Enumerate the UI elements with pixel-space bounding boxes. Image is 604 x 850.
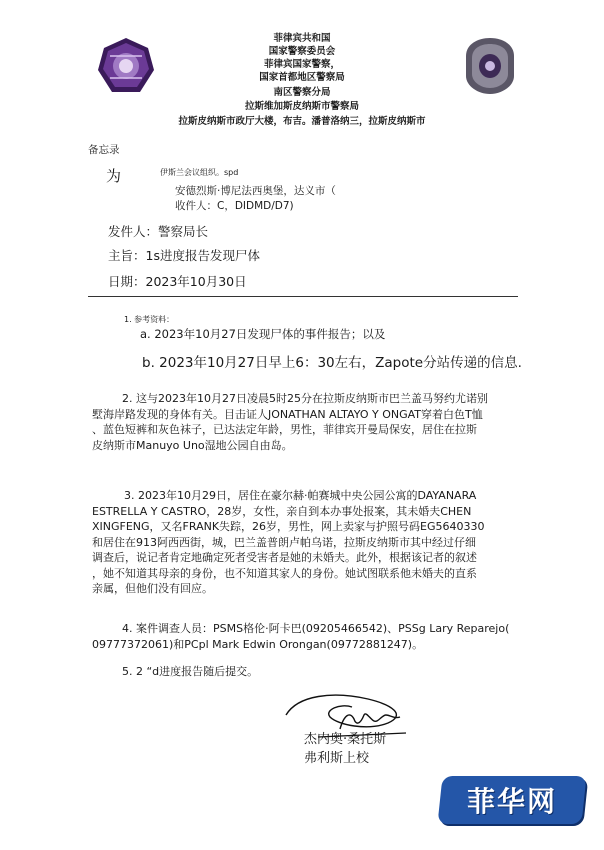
header-commission: 国家警察委员会 — [268, 46, 336, 57]
p2-line: 、蓝色短裤和灰色袜子，已达法定年龄，男性，菲律宾开曼局保安，居住在拉斯 — [92, 423, 477, 436]
header-ncrpo: 国家首都地区警察局 — [259, 72, 345, 83]
memo-subject: 主旨：1s进度报告发现尸体 — [108, 248, 260, 263]
p3-line: 调查后，说记者肯定地确定死者受害者是她的未婚夫。此外，根据该记者的叙述 — [92, 551, 477, 564]
p4-line: 09777372061)和PCpl Mark Edwin Orongan(09772881247)。 — [92, 637, 424, 651]
header-pnp: 菲律宾国家警察， — [263, 59, 340, 70]
ref-label: 1. 参考资料： — [124, 315, 175, 324]
p3-line: ESTRELLA Y CASTRO，28岁，女性，亲自到本办事处报案，其未婚夫CHEN — [92, 504, 472, 518]
paragraph-5: 5. 2 “d进度报告随后提交。 — [122, 665, 259, 678]
paragraph-3 — [124, 488, 524, 504]
p3-line: ，她不知道其母亲的身份，也不知道其家人的身份。她试图联系他未婚夫的直系 — [92, 566, 477, 580]
paragraph-2-cont — [92, 407, 522, 454]
memo-to-line-2: 安德烈斯·博尼法西奥堡，达义市（ — [175, 185, 336, 197]
memo-from: 发件人：警察局长 — [108, 224, 209, 239]
p2-line: 2. 这与2023年10月27日凌晨5时25分在拉斯皮纳斯市巴兰盖马努约尤诺别 — [122, 392, 488, 405]
p4-line: 4. 案件调查人员：PSMS格伦·阿卡巴(09205466542)、PSSg Lary Reparejo( — [122, 622, 510, 635]
p3-line: 和居住在913阿西西街，城，巴兰盖普朗卢帕乌诺，拉斯皮纳斯市其中经过仔细 — [92, 535, 476, 549]
p3-line: XINGFENG，又名FRANK失踪，26岁，男性，网上卖家与护照号码EG5640330 — [92, 520, 485, 533]
site-watermark-logo — [432, 770, 592, 830]
header-station: 拉斯维加斯皮纳斯市警察局 — [244, 101, 359, 112]
p2-line: 皮纳斯市Manuyo Uno湿地公园自由岛。 — [92, 438, 293, 452]
memo-to-line-3: 收件人：C，DIDMD/D7) — [175, 200, 294, 212]
ref-a: a. 2023年10月27日发现尸体的事件报告；以及 — [140, 327, 386, 341]
ref-b: b. 2023年10月27日早上6：30左右，Zapote分站传递的信息. — [142, 355, 522, 371]
watermark-text: 菲华网 — [466, 785, 557, 818]
p2-line: 墅海岸路发现的身体有关。目击证人JONATHAN ALTAYO Y ONGAT穿着白色T恤 — [92, 407, 483, 421]
signatory-title: 弗利斯上校 — [304, 751, 370, 766]
header-spd: 南区警察分局 — [273, 87, 331, 98]
memo-date: 日期：2023年10月30日 — [108, 274, 247, 289]
header-country: 菲律宾共和国 — [273, 33, 331, 44]
paragraph-4 — [122, 621, 522, 637]
header-address: 拉斯皮纳斯市政厅大楼，布吉。潘普洛纳三，拉斯皮纳斯市 — [178, 116, 426, 127]
memo-to-label: 为 — [106, 167, 122, 185]
divider — [88, 296, 518, 297]
paragraph-4-cont — [92, 637, 522, 653]
p3-line: 3. 2023年10月29日，居住在豪尔赫·帕赛城中央公园公寓的DAYANARA — [124, 489, 477, 502]
paragraph-3-cont — [92, 504, 522, 597]
memo-to-line-1: 伊斯兰会议组织。spd — [160, 168, 239, 177]
paragraph-2 — [122, 391, 522, 407]
memo-label: 备忘录 — [88, 144, 120, 156]
p3-line: 亲属，但他们没有回应。 — [92, 582, 213, 595]
signatory-name: 杰内奥·桑托斯 — [304, 732, 387, 747]
